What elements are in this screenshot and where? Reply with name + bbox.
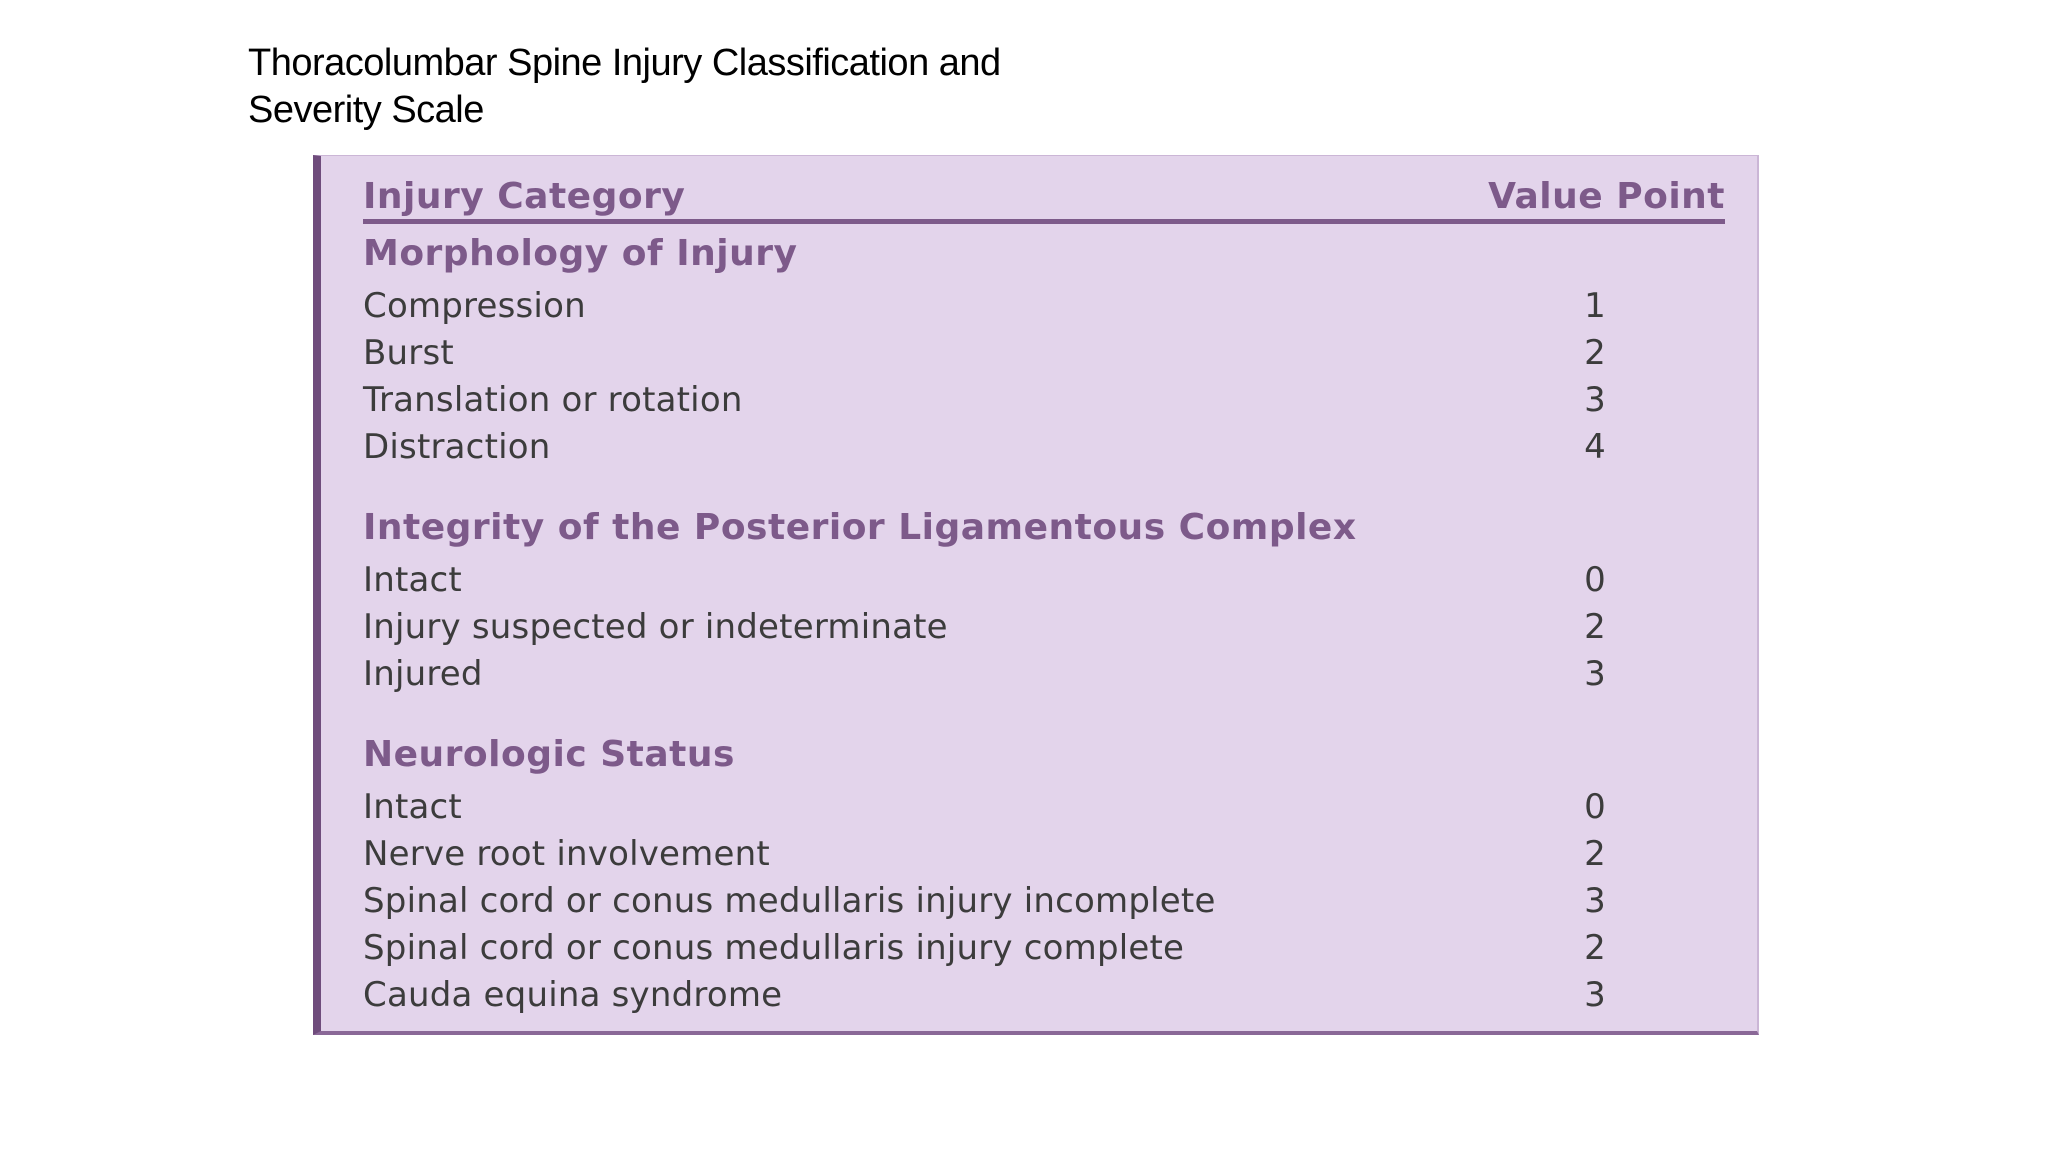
section-morphology — [363, 226, 1725, 470]
row-value: 0 — [1584, 559, 1606, 600]
table-row — [363, 650, 1725, 697]
table-row — [363, 924, 1725, 971]
row-label: Distraction — [363, 426, 551, 467]
row-label: Translation or rotation — [363, 379, 743, 420]
row-value: 2 — [1584, 332, 1606, 373]
row-value: 2 — [1584, 606, 1606, 647]
section-posterior-ligamentous-complex — [363, 500, 1725, 697]
row-label: Cauda equina syndrome — [363, 974, 783, 1015]
row-value: 3 — [1584, 379, 1606, 420]
section-heading: Morphology of Injury — [363, 233, 798, 274]
table-row — [363, 877, 1725, 924]
row-label: Intact — [363, 559, 462, 600]
row-label: Spinal cord or conus medullaris injury incomplete — [363, 880, 1216, 921]
row-value: 0 — [1584, 786, 1606, 827]
section-heading: Neurologic Status — [363, 734, 735, 775]
slide-title-line-2: Severity Scale — [248, 89, 484, 131]
table-row — [363, 282, 1725, 329]
row-value: 3 — [1584, 653, 1606, 694]
row-value: 2 — [1584, 927, 1606, 968]
table-row — [363, 603, 1725, 650]
table-row — [363, 329, 1725, 376]
section-neurologic-status — [363, 727, 1725, 1018]
row-label: Nerve root involvement — [363, 833, 770, 874]
table-row — [363, 830, 1725, 877]
row-label: Spinal cord or conus medullaris injury complete — [363, 927, 1185, 968]
section-heading: Integrity of the Posterior Ligamentous Complex — [363, 507, 1357, 548]
slide-title-line-1: Thoracolumbar Spine Injury Classification and — [248, 42, 1001, 84]
row-value: 1 — [1584, 285, 1606, 326]
row-label: Intact — [363, 786, 462, 827]
slide-title — [248, 40, 1148, 134]
table-row — [363, 423, 1725, 470]
table-header-row — [363, 168, 1725, 224]
header-injury-category: Injury Category — [363, 176, 686, 217]
table-row — [363, 783, 1725, 830]
row-value: 4 — [1584, 426, 1606, 467]
row-value: 3 — [1584, 880, 1606, 921]
table-row — [363, 971, 1725, 1018]
row-value: 3 — [1584, 974, 1606, 1015]
row-label: Injured — [363, 653, 483, 694]
injury-classification-table — [313, 155, 1759, 1035]
row-label: Injury suspected or indeterminate — [363, 606, 948, 647]
table-row — [363, 556, 1725, 603]
row-value: 2 — [1584, 833, 1606, 874]
row-label: Compression — [363, 285, 586, 326]
row-label: Burst — [363, 332, 454, 373]
table-content — [363, 168, 1725, 1048]
table-row — [363, 376, 1725, 423]
header-value-point: Value Point — [1488, 176, 1725, 217]
